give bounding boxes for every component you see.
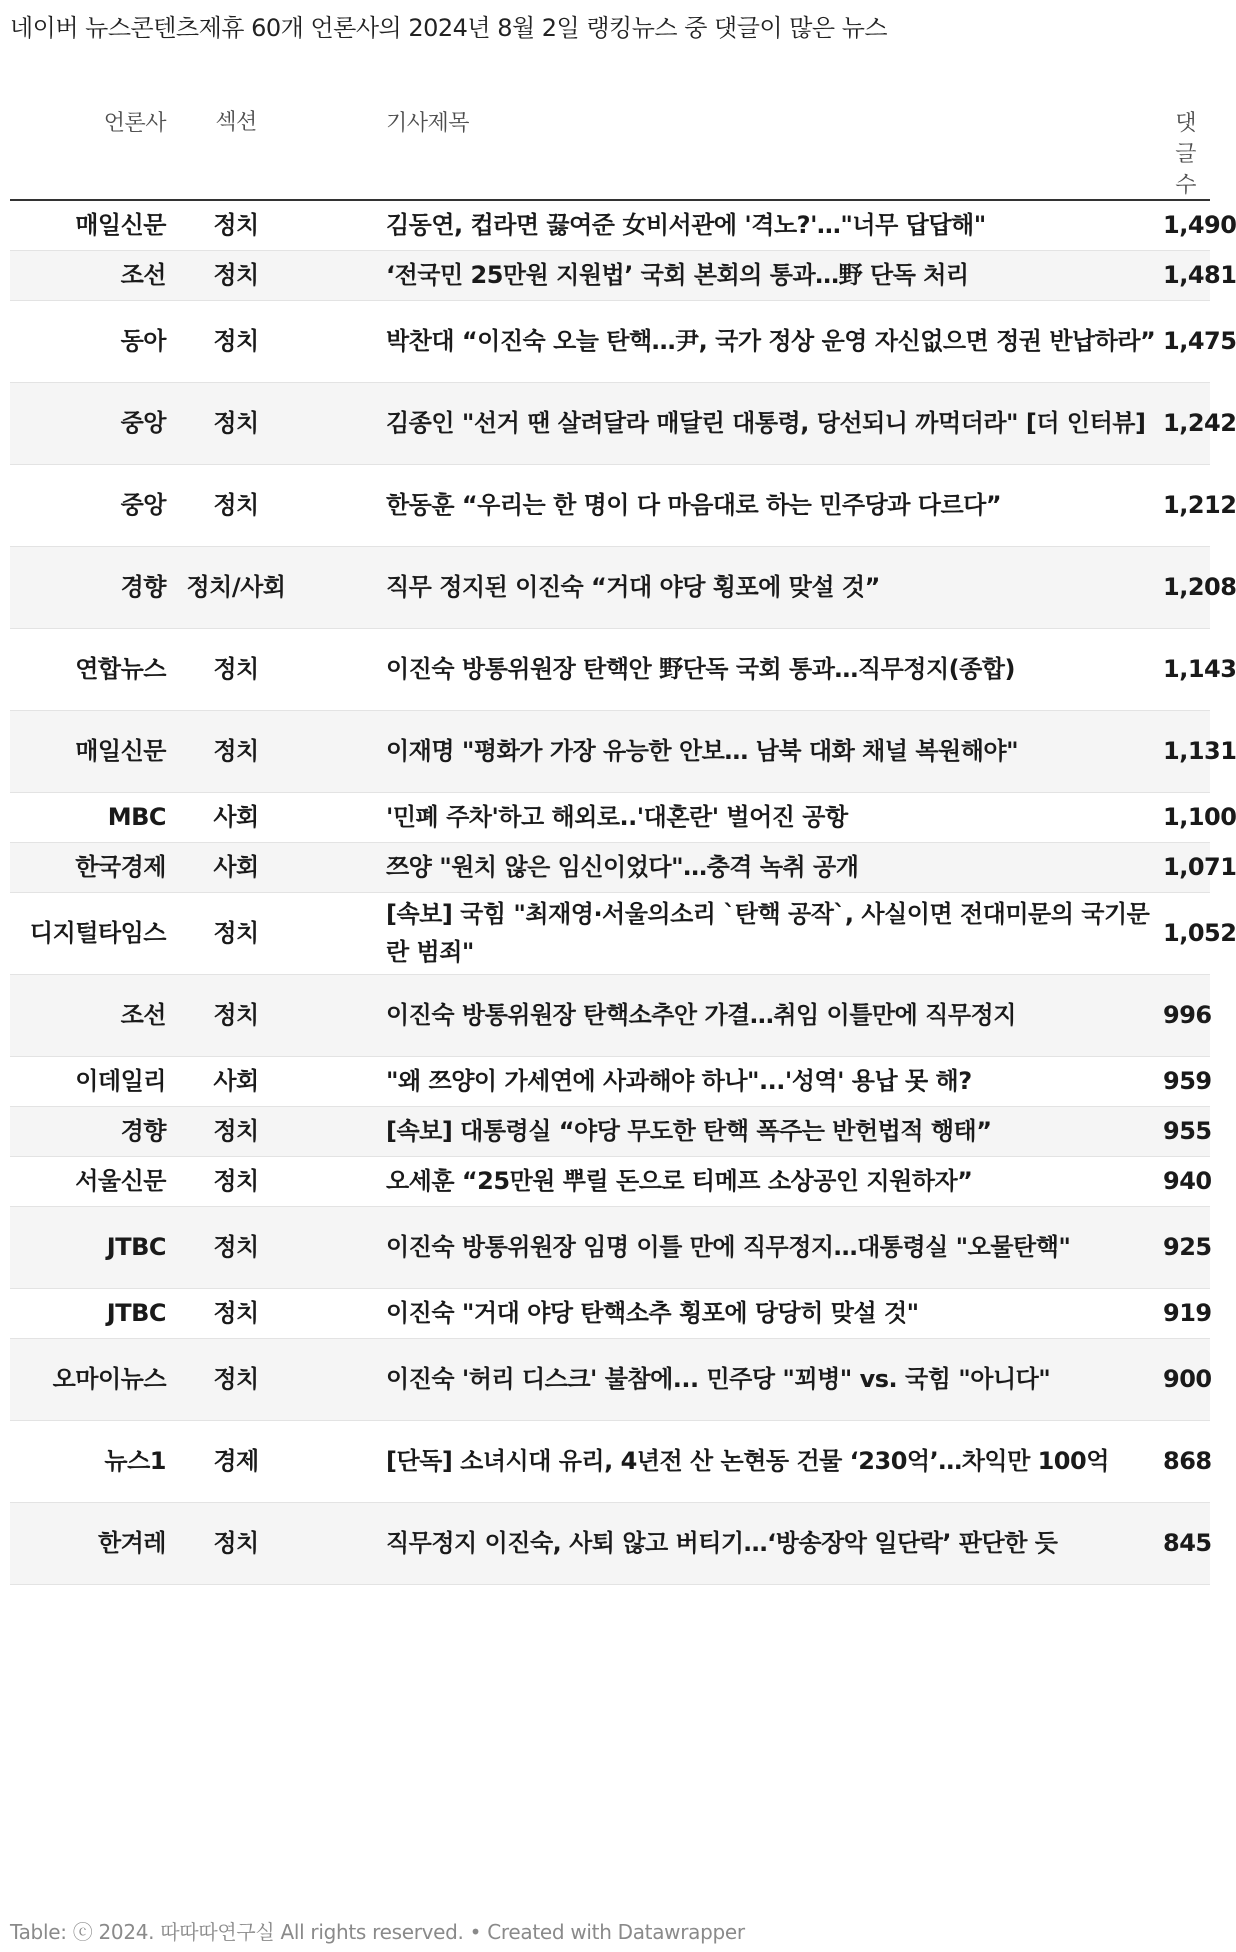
table-row	[10, 974, 1210, 1056]
cell-publisher: 이데일리	[10, 1056, 174, 1106]
table-row	[10, 1502, 1210, 1584]
cell-comments: 900	[1162, 1338, 1210, 1420]
cell-section: 정치	[174, 300, 298, 382]
cell-section: 정치	[174, 1288, 298, 1338]
table-body	[10, 200, 1236, 1584]
cell-comments: 1,143	[1162, 628, 1210, 710]
table-row	[10, 1338, 1210, 1420]
cell-section: 정치	[174, 892, 298, 974]
cell-comments: 868	[1162, 1420, 1210, 1502]
cell-section: 정치	[174, 250, 298, 300]
cell-headline: 김종인 "선거 땐 살려달라 매달린 대통령, 당선되니 까먹더라" [더 인터뷰]	[298, 382, 1162, 464]
cell-section: 정치	[174, 1106, 298, 1156]
cell-headline: 이진숙 방통위원장 임명 이틀 만에 직무정지…대통령실 "오물탄핵"	[298, 1206, 1162, 1288]
cell-section: 정치	[174, 628, 298, 710]
cell-publisher: 서울신문	[10, 1156, 174, 1206]
cell-section: 정치	[174, 1156, 298, 1206]
cell-publisher: 중앙	[10, 382, 174, 464]
cell-comments: 1,131	[1162, 710, 1210, 792]
comments-table	[10, 96, 1236, 1585]
table-row	[10, 300, 1210, 382]
cell-headline: 이진숙 방통위원장 탄핵소추안 가결…취임 이틀만에 직무정지	[298, 974, 1162, 1056]
cell-headline: 직무정지 이진숙, 사퇴 않고 버티기…‘방송장악 일단락’ 판단한 듯	[298, 1502, 1162, 1584]
cell-comments: 1,212	[1162, 464, 1210, 546]
cell-headline: [단독] 소녀시대 유리, 4년전 산 논현동 건물 ‘230억’…차익만 100억	[298, 1420, 1162, 1502]
cell-comments: 1,481	[1162, 250, 1210, 300]
cell-headline: ‘전국민 25만원 지원법’ 국회 본회의 통과…野 단독 처리	[298, 250, 1162, 300]
cell-section: 정치	[174, 710, 298, 792]
cell-comments: 996	[1162, 974, 1210, 1056]
table-row	[10, 250, 1210, 300]
cell-comments: 1,100	[1162, 792, 1210, 842]
cell-headline: 오세훈 “25만원 뿌릴 돈으로 티메프 소상공인 지원하자”	[298, 1156, 1162, 1206]
table-row	[10, 546, 1210, 628]
table-row	[10, 382, 1210, 464]
cell-headline: "왜 쯔양이 가세연에 사과해야 하나"...'성역' 용납 못 해?	[298, 1056, 1162, 1106]
cell-publisher: 연합뉴스	[10, 628, 174, 710]
cell-section: 사회	[174, 792, 298, 842]
cell-section: 사회	[174, 842, 298, 892]
cell-publisher: 경향	[10, 1106, 174, 1156]
cell-section: 정치/사회	[174, 546, 298, 628]
cell-headline: 이진숙 방통위원장 탄핵안 野단독 국회 통과…직무정지(종합)	[298, 628, 1162, 710]
cell-section: 정치	[174, 1502, 298, 1584]
column-header-publisher: 언론사	[10, 96, 174, 200]
cell-headline: 이진숙 "거대 야당 탄핵소추 횡포에 당당히 맞설 것"	[298, 1288, 1162, 1338]
cell-headline: [속보] 국힘 "최재영·서울의소리 `탄핵 공작`, 사실이면 전대미문의 국기문란 범죄"	[298, 892, 1162, 974]
column-header-section: 섹션	[174, 96, 298, 200]
cell-publisher: 한겨레	[10, 1502, 174, 1584]
cell-publisher: 한국경제	[10, 842, 174, 892]
cell-comments: 955	[1162, 1106, 1210, 1156]
cell-publisher: 매일신문	[10, 200, 174, 250]
cell-publisher: 뉴스1	[10, 1420, 174, 1502]
cell-section: 사회	[174, 1056, 298, 1106]
table-row	[10, 842, 1210, 892]
table-row	[10, 464, 1210, 546]
cell-comments: 925	[1162, 1206, 1210, 1288]
cell-publisher: 오마이뉴스	[10, 1338, 174, 1420]
table-row	[10, 892, 1210, 974]
cell-headline: 직무 정지된 이진숙 “거대 야당 횡포에 맞설 것”	[298, 546, 1162, 628]
cell-comments: 1,208	[1162, 546, 1210, 628]
cell-headline: 쯔양 "원치 않은 임신이었다"…충격 녹취 공개	[298, 842, 1162, 892]
table-row	[10, 1206, 1210, 1288]
cell-comments: 845	[1162, 1502, 1210, 1584]
table-row	[10, 1106, 1210, 1156]
cell-publisher: 중앙	[10, 464, 174, 546]
cell-publisher: 디지털타임스	[10, 892, 174, 974]
cell-section: 정치	[174, 464, 298, 546]
cell-headline: 이진숙 '허리 디스크' 불참에... 민주당 "꾀병" vs. 국힘 "아니다"	[298, 1338, 1162, 1420]
cell-headline: '민폐 주차'하고 해외로..'대혼란' 벌어진 공항	[298, 792, 1162, 842]
cell-publisher: 경향	[10, 546, 174, 628]
cell-headline: 박찬대 “이진숙 오늘 탄핵…尹, 국가 정상 운영 자신없으면 정권 반납하라”	[298, 300, 1162, 382]
cell-comments: 1,475	[1162, 300, 1210, 382]
table-row	[10, 1156, 1210, 1206]
cell-comments: 1,071	[1162, 842, 1210, 892]
cell-section: 정치	[174, 974, 298, 1056]
table-row	[10, 200, 1210, 250]
table-row	[10, 1056, 1210, 1106]
cell-publisher: 조선	[10, 250, 174, 300]
cell-comments: 1,490	[1162, 200, 1210, 250]
cell-section: 정치	[174, 200, 298, 250]
cell-section: 정치	[174, 382, 298, 464]
cell-headline: [속보] 대통령실 “야당 무도한 탄핵 폭주는 반헌법적 행태”	[298, 1106, 1162, 1156]
cell-comments: 919	[1162, 1288, 1210, 1338]
table-row	[10, 1420, 1210, 1502]
table-header-row	[10, 96, 1210, 200]
cell-publisher: 동아	[10, 300, 174, 382]
cell-section: 정치	[174, 1338, 298, 1420]
cell-comments: 1,052	[1162, 892, 1210, 974]
cell-headline: 한동훈 “우리는 한 명이 다 마음대로 하는 민주당과 다르다”	[298, 464, 1162, 546]
column-header-comments: 댓글수	[1162, 96, 1210, 200]
table-row	[10, 1288, 1210, 1338]
cell-headline: 이재명 "평화가 가장 유능한 안보… 남북 대화 채널 복원해야"	[298, 710, 1162, 792]
cell-publisher: 조선	[10, 974, 174, 1056]
chart-title: 네이버 뉴스콘텐츠제휴 60개 언론사의 2024년 8월 2일 랭킹뉴스 중 댓글이 많은 뉴스	[10, 14, 888, 42]
cell-publisher: 매일신문	[10, 710, 174, 792]
cell-section: 정치	[174, 1206, 298, 1288]
table-row	[10, 628, 1210, 710]
cell-publisher: JTBC	[10, 1288, 174, 1338]
table-row	[10, 792, 1210, 842]
cell-comments: 1,242	[1162, 382, 1210, 464]
cell-comments: 940	[1162, 1156, 1210, 1206]
cell-headline: 김동연, 컵라면 끓여준 女비서관에 '격노?'…"너무 답답해"	[298, 200, 1162, 250]
cell-comments: 959	[1162, 1056, 1210, 1106]
cell-section: 경제	[174, 1420, 298, 1502]
column-header-headline: 기사제목	[298, 96, 1162, 200]
table-row	[10, 710, 1210, 792]
footer-credit: Table: ⓒ 2024. 따따따연구실 All rights reserved. • Created with Datawrapper	[10, 1920, 745, 1944]
cell-publisher: MBC	[10, 792, 174, 842]
cell-publisher: JTBC	[10, 1206, 174, 1288]
